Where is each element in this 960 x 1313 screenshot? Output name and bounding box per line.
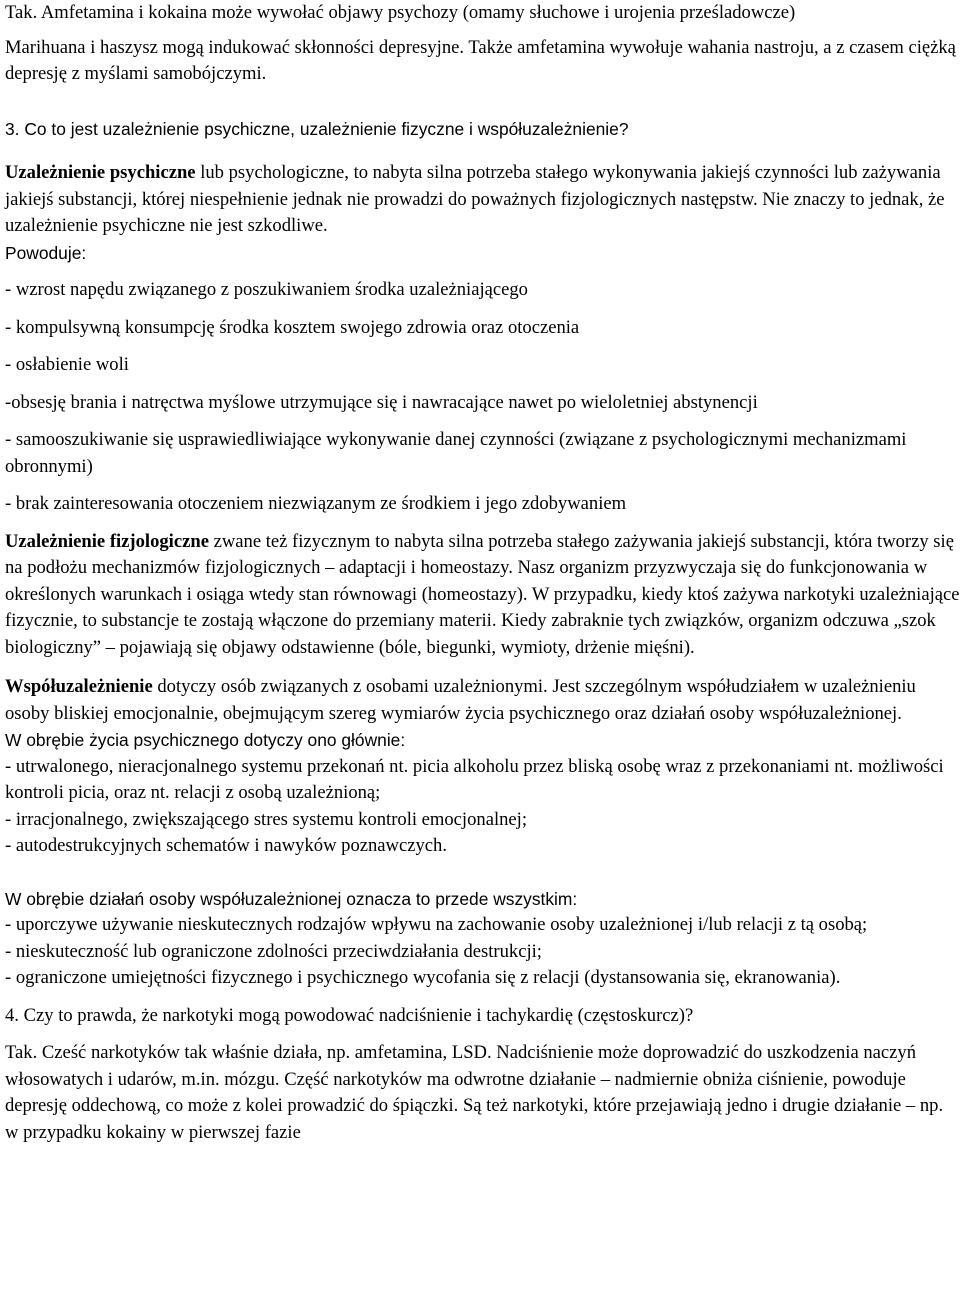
section-wspoluzaleznienie [5, 674, 960, 992]
paragraph-fizjologiczne [5, 529, 960, 662]
list-item: - nieskuteczność lub ograniczone zdolności przeciwdziałania destrukcji; [5, 940, 542, 962]
section-uzaleznienie-psychiczne [5, 160, 960, 518]
list-item: - irracjonalnego, zwiększającego stres systemu kontroli emocjonalnej; [5, 808, 527, 830]
paragraph-wspoluzaleznienie [5, 674, 960, 727]
list-item: -obsesję brania i natręctwa myślowe utrzymujące się i nawracające nawet po wieloletniej abstynencji [5, 391, 758, 413]
list-item: - uporczywe używanie nieskutecznych rodzajów wpływu na zachowanie osoby uzależnionej i/lub relacji z tą osobą; [5, 914, 868, 935]
text-psychiczne: lub psychologiczne, to nabyta silna potrzeba stałego wykonywania jakiejś czynności lub zażywania jakiejś substancji, której niespełnienie jednak nie prowadzi do poważnych fizjologicznych następstw. Nie znaczy to jednak, że uzależnienie psychiczne nie jest szkodliwe. [5, 162, 945, 236]
list-item: - ograniczone umiejętności fizycznego i psychicznego wycofania się z relacji (dystansowania się, ekranowania). [5, 967, 841, 988]
list-item: - osłabienie woli [5, 354, 129, 375]
question-4-heading: 4. Czy to prawda, że narkotyki mogą powodować nadciśnienie i tachykardię (częstoskurcz)? [5, 1004, 694, 1026]
term-wspoluzaleznienie: Współuzależnienie [5, 676, 153, 697]
powoduje-label: Powoduje: [5, 242, 87, 263]
list-item: - brak zainteresowania otoczeniem niezwiązanym ze środkiem i jego zdobywaniem [5, 493, 627, 514]
paragraph-marihuana: Marihuana i haszysz mogą indukować skłonności depresyjne. Także amfetamina wywołuje wahania nastroju, a z czasem ciężką depresję z myślami samobójczymi. [5, 36, 956, 84]
list-item: - wzrost napędu związanego z poszukiwaniem środka uzależniającego [5, 279, 528, 300]
list-item: - samooszukiwanie się usprawiedliwiające wykonywanie danej czynności (związane z psychologicznymi mechanizmami obronnymi) [5, 429, 907, 477]
list-item: - utrwalonego, nieracjonalnego systemu przekonań nt. picia alkoholu przez bliską osobę wraz z przekonaniami nt. możliwości kontroli picia, oraz nt. relacji z osobą uzależnioną; [5, 755, 944, 803]
term-fizjologiczne: Uzależnienie fizjologiczne [5, 530, 209, 552]
paragraph-q4-answer: Tak. Cześć narkotyków tak właśnie działa, np. amfetamina, LSD. Nadciśnienie może doprowadzić do uszkodzenia naczyń włosowatych i udarów, m.in. mózgu. Część narkotyków ma odwrotne działanie – nadmiernie obniża ciśnienie, powoduje depresję oddechową, co może z kolei prowadzić do śpiączki. Są też narkotyki, które przejawiają jedno i drugie działanie – np. w przypadku kokainy w pierwszej fazie [5, 1042, 944, 1143]
list-item: - autodestrukcyjnych schematów i nawyków poznawczych. [5, 835, 447, 856]
term-psychiczne: Uzależnienie psychiczne [5, 162, 196, 183]
list-item: - kompulsywną konsumpcję środka kosztem swojego zdrowia oraz otoczenia [5, 316, 580, 338]
document-page [5, 0, 960, 1146]
intro-dzialania: W obrębie działań osoby współuzależnionej oznacza to przede wszystkim: [5, 888, 578, 909]
text-wspoluzaleznienie: dotyczy osób związanych z osobami uzależnionymi. Jest szczególnym współudziałem w uzależnieniu osoby bliskiej emocjonalnie, obejmującym szereg wymiarów życia psychicznego oraz działań osoby współuzależnionej. [5, 676, 916, 724]
text-fizjologiczne: zwane też fizycznym to nabyta silna potrzeba stałego zażywania jakiejś substancji, która tworzy się na podłożu mechanizmów fizjologicznych – adaptacji i homeostazy. Nasz organizm przyzwyczaja się do funkcjonowania w określonych warunkach i osiąga wtedy stan równowagi (homeostazy). W przypadku, kiedy ktoś zażywa narkotyki uzależniające fizycznie, to substancje te zostają włączone do przemiany materii. Kiedy zabraknie tych związków, organizm odczuwa „szok biologiczny” – pojawiają się objawy odstawienne (bóle, biegunki, wymioty, drżenie mięśni). [5, 530, 960, 658]
question-3-heading: 3. Co to jest uzależnienie psychiczne, uzależnienie fizyczne i współuzależnienie? [5, 118, 629, 139]
intro-zycie-psychiczne: W obrębie życia psychicznego dotyczy ono głównie: [5, 730, 406, 750]
paragraph-psychiczne [5, 160, 960, 240]
paragraph-amfetamina-psychoza: Tak. Amfetamina i kokaina może wywołać objawy psychozy (omamy słuchowe i urojenia prześladowcze) [5, 2, 796, 23]
